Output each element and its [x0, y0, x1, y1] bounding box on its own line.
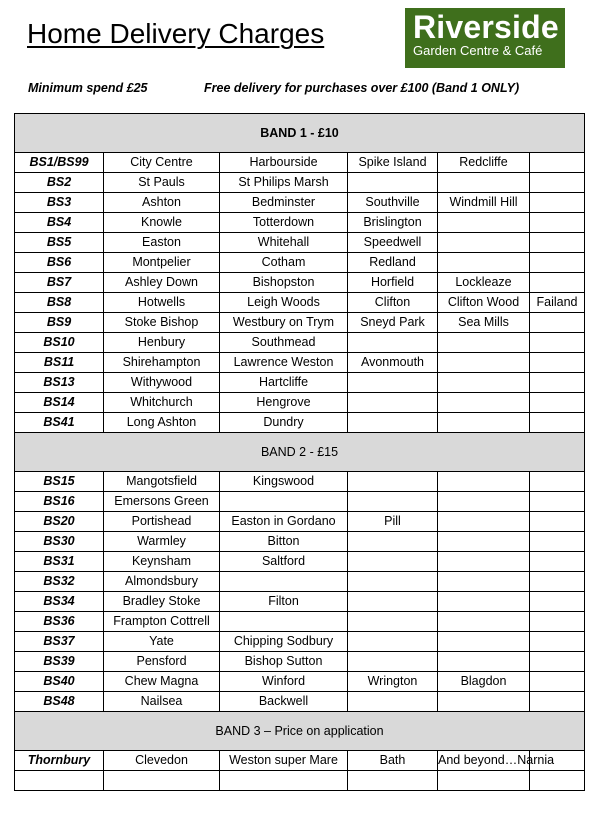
- postcode-cell: BS4: [15, 213, 104, 233]
- area-cell: Leigh Woods: [220, 293, 348, 313]
- area-cell: Whitchurch: [104, 393, 220, 413]
- area-cell: [530, 771, 585, 791]
- table-row: [15, 532, 585, 552]
- area-cell: Clevedon: [104, 751, 220, 771]
- area-cell: [220, 612, 348, 632]
- area-cell: [438, 552, 530, 572]
- area-cell: Bradley Stoke: [104, 592, 220, 612]
- area-cell: [530, 632, 585, 652]
- area-cell: [438, 213, 530, 233]
- area-cell: [438, 333, 530, 353]
- postcode-cell: BS41: [15, 413, 104, 433]
- table-row: [15, 771, 585, 791]
- table-row: [15, 672, 585, 692]
- table-row: [15, 592, 585, 612]
- table-row: [15, 472, 585, 492]
- area-cell: [348, 612, 438, 632]
- area-cell: Hartcliffe: [220, 373, 348, 393]
- area-cell: Totterdown: [220, 213, 348, 233]
- area-cell: [348, 373, 438, 393]
- postcode-cell: BS34: [15, 592, 104, 612]
- postcode-cell: BS48: [15, 692, 104, 712]
- area-cell: [530, 173, 585, 193]
- area-cell: [530, 413, 585, 433]
- area-cell: Portishead: [104, 512, 220, 532]
- area-cell: Nailsea: [104, 692, 220, 712]
- area-cell: [104, 771, 220, 791]
- table-row: [15, 313, 585, 333]
- minimum-spend-note: Minimum spend £25: [28, 81, 148, 95]
- area-cell: [530, 353, 585, 373]
- postcode-cell: BS39: [15, 652, 104, 672]
- area-cell: [530, 472, 585, 492]
- area-cell: [438, 652, 530, 672]
- area-cell: [438, 492, 530, 512]
- table-row: [15, 492, 585, 512]
- area-cell: Knowle: [104, 213, 220, 233]
- postcode-cell: BS8: [15, 293, 104, 313]
- area-cell: Sea Mills: [438, 313, 530, 333]
- area-cell: Weston super Mare: [220, 751, 348, 771]
- table-row: [15, 333, 585, 353]
- area-cell: [438, 532, 530, 552]
- area-cell: Yate: [104, 632, 220, 652]
- riverside-logo: [405, 8, 565, 68]
- table-row: [15, 751, 585, 771]
- area-cell: [438, 253, 530, 273]
- postcode-cell: BS30: [15, 532, 104, 552]
- area-cell: [530, 153, 585, 173]
- area-cell: [348, 632, 438, 652]
- area-cell: [348, 413, 438, 433]
- table-row: [15, 213, 585, 233]
- postcode-cell: BS20: [15, 512, 104, 532]
- area-cell: Withywood: [104, 373, 220, 393]
- area-cell: Easton in Gordano: [220, 512, 348, 532]
- postcode-cell: BS1/BS99: [15, 153, 104, 173]
- area-cell: Speedwell: [348, 233, 438, 253]
- postcode-cell: BS9: [15, 313, 104, 333]
- area-cell: Dundry: [220, 413, 348, 433]
- postcode-cell: BS14: [15, 393, 104, 413]
- area-cell: [530, 572, 585, 592]
- area-cell: [220, 492, 348, 512]
- area-cell: Bitton: [220, 532, 348, 552]
- area-cell: Windmill Hill: [438, 193, 530, 213]
- area-cell: [348, 771, 438, 791]
- area-cell: Lawrence Weston: [220, 353, 348, 373]
- table-row: [15, 273, 585, 293]
- area-cell: Almondsbury: [104, 572, 220, 592]
- area-cell: [348, 572, 438, 592]
- area-cell: Avonmouth: [348, 353, 438, 373]
- area-cell: City Centre: [104, 153, 220, 173]
- area-cell: [530, 512, 585, 532]
- band-header-row: [15, 433, 585, 472]
- postcode-cell: BS36: [15, 612, 104, 632]
- area-cell: Cotham: [220, 253, 348, 273]
- table-row: [15, 652, 585, 672]
- table-row: [15, 193, 585, 213]
- area-cell: Ashley Down: [104, 273, 220, 293]
- band-label: BAND 1 - £10: [15, 114, 585, 153]
- area-cell: Horfield: [348, 273, 438, 293]
- area-cell: Redland: [348, 253, 438, 273]
- area-cell: [530, 592, 585, 612]
- area-cell: [348, 492, 438, 512]
- area-cell: Harbourside: [220, 153, 348, 173]
- free-delivery-note: Free delivery for purchases over £100 (Band 1 ONLY): [204, 81, 520, 95]
- area-cell: Brislington: [348, 213, 438, 233]
- area-cell: Shirehampton: [104, 353, 220, 373]
- area-cell: [438, 592, 530, 612]
- table-row: [15, 253, 585, 273]
- band-label: BAND 3 – Price on application: [15, 712, 585, 751]
- area-cell: Easton: [104, 233, 220, 253]
- area-cell: [220, 572, 348, 592]
- area-cell: [530, 233, 585, 253]
- area-cell: Clifton Wood: [438, 293, 530, 313]
- area-cell: Stoke Bishop: [104, 313, 220, 333]
- table-row: [15, 353, 585, 373]
- table-row: [15, 293, 585, 313]
- area-cell: [530, 273, 585, 293]
- area-cell: Failand: [530, 293, 585, 313]
- table-row: [15, 393, 585, 413]
- postcode-cell: BS6: [15, 253, 104, 273]
- band-header-row: [15, 114, 585, 153]
- delivery-charges-table: [14, 113, 585, 791]
- postcode-cell: [15, 771, 104, 791]
- area-cell: Bath: [348, 751, 438, 771]
- area-cell: [348, 552, 438, 572]
- area-cell: Whitehall: [220, 233, 348, 253]
- area-cell: [438, 393, 530, 413]
- area-cell: [530, 193, 585, 213]
- area-cell: Bishopston: [220, 273, 348, 293]
- postcode-cell: BS13: [15, 373, 104, 393]
- area-cell: [348, 652, 438, 672]
- table-row: [15, 572, 585, 592]
- area-cell: [348, 333, 438, 353]
- area-cell: Wrington: [348, 672, 438, 692]
- area-cell: Southmead: [220, 333, 348, 353]
- area-cell: Pensford: [104, 652, 220, 672]
- area-cell: Winford: [220, 672, 348, 692]
- area-cell: [530, 492, 585, 512]
- area-cell: [438, 572, 530, 592]
- area-cell: [530, 393, 585, 413]
- area-cell: Warmley: [104, 532, 220, 552]
- area-cell: [438, 173, 530, 193]
- area-cell: Emersons Green: [104, 492, 220, 512]
- area-cell: St Philips Marsh: [220, 173, 348, 193]
- table-row: [15, 512, 585, 532]
- area-cell: Bedminster: [220, 193, 348, 213]
- logo-tagline: Garden Centre & Café: [413, 43, 543, 58]
- area-cell: Hotwells: [104, 293, 220, 313]
- area-cell: St Pauls: [104, 173, 220, 193]
- area-cell: Backwell: [220, 692, 348, 712]
- area-cell: Blagdon: [438, 672, 530, 692]
- area-cell: Henbury: [104, 333, 220, 353]
- area-cell: Chipping Sodbury: [220, 632, 348, 652]
- table-row: [15, 692, 585, 712]
- area-cell: Long Ashton: [104, 413, 220, 433]
- postcode-cell: BS31: [15, 552, 104, 572]
- area-cell: Ashton: [104, 193, 220, 213]
- area-cell: Southville: [348, 193, 438, 213]
- area-cell: Lockleaze: [438, 273, 530, 293]
- area-cell: Filton: [220, 592, 348, 612]
- area-cell: [530, 692, 585, 712]
- postcode-cell: BS40: [15, 672, 104, 692]
- postcode-cell: BS37: [15, 632, 104, 652]
- area-cell: Hengrove: [220, 393, 348, 413]
- area-cell: And beyond…Narnia: [438, 751, 530, 771]
- area-cell: Bishop Sutton: [220, 652, 348, 672]
- postcode-cell: BS7: [15, 273, 104, 293]
- table-row: [15, 552, 585, 572]
- table-row: [15, 373, 585, 393]
- postcode-cell: Thornbury: [15, 751, 104, 771]
- area-cell: Pill: [348, 512, 438, 532]
- area-cell: [438, 512, 530, 532]
- area-cell: [530, 373, 585, 393]
- postcode-cell: BS2: [15, 173, 104, 193]
- area-cell: Chew Magna: [104, 672, 220, 692]
- area-cell: [348, 472, 438, 492]
- area-cell: [530, 333, 585, 353]
- area-cell: [530, 652, 585, 672]
- area-cell: [530, 253, 585, 273]
- area-cell: Frampton Cottrell: [104, 612, 220, 632]
- area-cell: [438, 373, 530, 393]
- area-cell: [530, 213, 585, 233]
- postcode-cell: BS3: [15, 193, 104, 213]
- area-cell: [438, 771, 530, 791]
- area-cell: [348, 173, 438, 193]
- area-cell: [438, 612, 530, 632]
- area-cell: Keynsham: [104, 552, 220, 572]
- area-cell: Spike Island: [348, 153, 438, 173]
- area-cell: [438, 413, 530, 433]
- area-cell: [348, 532, 438, 552]
- table-row: [15, 612, 585, 632]
- postcode-cell: BS32: [15, 572, 104, 592]
- area-cell: [438, 472, 530, 492]
- area-cell: [530, 672, 585, 692]
- area-cell: Mangotsfield: [104, 472, 220, 492]
- area-cell: [348, 393, 438, 413]
- table-row: [15, 173, 585, 193]
- table-row: [15, 632, 585, 652]
- postcode-cell: BS11: [15, 353, 104, 373]
- area-cell: Clifton: [348, 293, 438, 313]
- band-header-row: [15, 712, 585, 751]
- band-label: BAND 2 - £15: [15, 433, 585, 472]
- area-cell: [348, 692, 438, 712]
- area-cell: [438, 233, 530, 253]
- area-cell: [530, 313, 585, 333]
- area-cell: [438, 692, 530, 712]
- area-cell: [530, 612, 585, 632]
- table-row: [15, 233, 585, 253]
- table-row: [15, 413, 585, 433]
- area-cell: [220, 771, 348, 791]
- area-cell: [438, 353, 530, 373]
- area-cell: [530, 552, 585, 572]
- area-cell: Sneyd Park: [348, 313, 438, 333]
- area-cell: Montpelier: [104, 253, 220, 273]
- area-cell: [348, 592, 438, 612]
- area-cell: [530, 532, 585, 552]
- postcode-cell: BS5: [15, 233, 104, 253]
- postcode-cell: BS15: [15, 472, 104, 492]
- postcode-cell: BS16: [15, 492, 104, 512]
- page-title: Home Delivery Charges: [27, 18, 325, 49]
- area-cell: Redcliffe: [438, 153, 530, 173]
- postcode-cell: BS10: [15, 333, 104, 353]
- area-cell: Westbury on Trym: [220, 313, 348, 333]
- area-cell: Saltford: [220, 552, 348, 572]
- area-cell: [438, 632, 530, 652]
- table-row: [15, 153, 585, 173]
- area-cell: Kingswood: [220, 472, 348, 492]
- logo-name: Riverside: [413, 9, 559, 45]
